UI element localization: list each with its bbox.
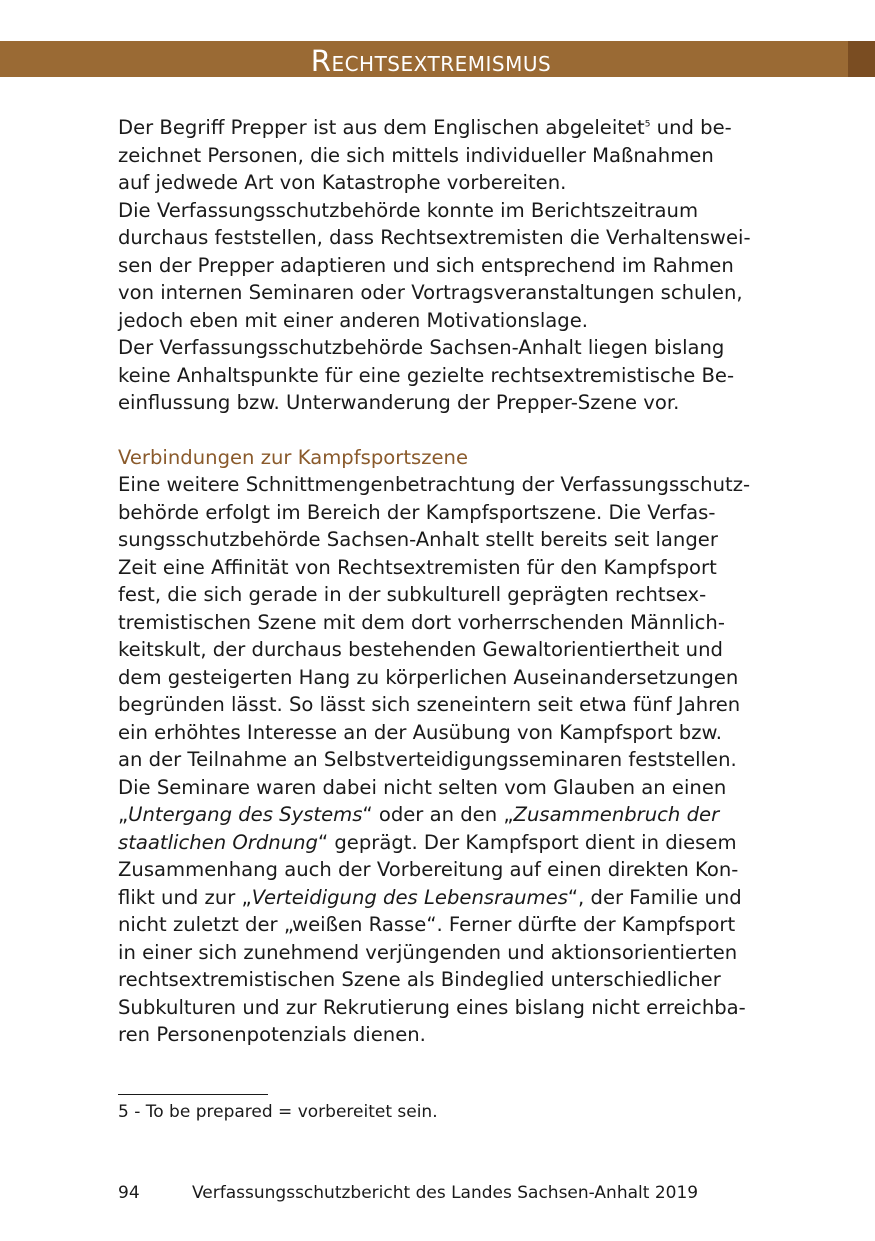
paragraph-prepper-assessment: Der Verfassungsschutzbehörde Sachsen-Anhalt liegen bislang keine Anhaltspunkte für eine gezielte rechtsextremistische Be- einflussung bzw. Unterwanderung der Prepper-Szene vor. [118, 336, 735, 414]
footnote: 5 - To be prepared = vorbereitet sein. [118, 1102, 438, 1122]
paragraph-gap [118, 417, 768, 444]
paragraph-text: “ oder an den „ [362, 803, 514, 826]
paragraph-text: Eine weitere Schnittmengenbetrachtung der Verfassungsschutz- behörde erfolgt im Bereich der Kampfsportszene. Die Verfas- sungsschutzbehörde Sachsen-Anhalt stellt bereits seit langer Zeit eine Affinität von Rechtsextremisten für den Kampfsport fest, die sich gerade in der subkulturell geprägten rechtsex- tremistischen Szene mit dem dort vorherrschenden Männlich- keitskult, der durchaus bestehenden Gewaltorientiertheit und dem gesteigerten Hang zu körperlichen Auseinandersetzungen begründen lässt. So lässt sich szeneintern seit etwa fünf Jahren ein erhöhtes Interesse an der Ausübung von Kampfsport bzw. an der Teilnahme an Selbstverteidigungsseminaren feststellen. Die Seminare waren dabei nicht selten vom Glauben an einen „ [118, 473, 751, 826]
footer-title: Verfassungsschutzbericht des Landes Sachsen-Anhalt 2019 [192, 1183, 699, 1203]
italic-quote: Zusammenbruch der staatlichen Ordnung [118, 803, 720, 854]
paragraph-text: “, der Familie und nicht zuletzt der „weißen Rasse“. Ferner dürfte der Kampfsport in einer sich zunehmend verjüngenden und aktionsorientierten rechtsextremistischen Szene als Bindeglied unterschiedlicher Subkulturen und zur Rekrutierung eines bislang nicht erreichba- ren Personenpotenzials dienen. [118, 885, 746, 1046]
paragraph-prepper-observation: Die Verfassungsschutzbehörde konnte im Berichtszeitraum durchaus feststellen, dass Rechtsextremisten die Verhaltenswei- sen der Prepper adaptieren und sich entsprechend im Rahmen von internen Seminaren oder Vortragsveranstaltungen schulen, jedoch eben mit einer anderen Motivationslage. [118, 198, 751, 332]
section-heading: Verbindungen zur Kampfsportszene [118, 445, 469, 469]
footnote-divider [118, 1094, 268, 1095]
paragraph-martial-arts [118, 471, 768, 1049]
page-number: 94 [118, 1183, 140, 1203]
footnote-reference[interactable]: 5 [644, 119, 651, 130]
paragraph-prepper-definition [118, 114, 768, 197]
italic-quote: Verteidigung des Lebensraumes [251, 885, 568, 909]
main-content [118, 114, 768, 1049]
paragraph-text: und be- zeichnet Personen, die sich mittels individueller Maßnahmen auf jedwede Art von Katastrophe vorbereiten. [118, 116, 732, 194]
paragraph-text: “ geprägt. Der Kampfsport dient in diesem Zusammenhang auch der Vorbereitung auf einen direkten Kon- flikt und zur „ [118, 830, 739, 909]
italic-quote: Untergang des Systems [128, 803, 363, 826]
paragraph-text: Der Begriff Prepper ist aus dem Englischen abgeleitet [118, 116, 645, 139]
page-title: Rechtsextremismus [310, 44, 552, 78]
